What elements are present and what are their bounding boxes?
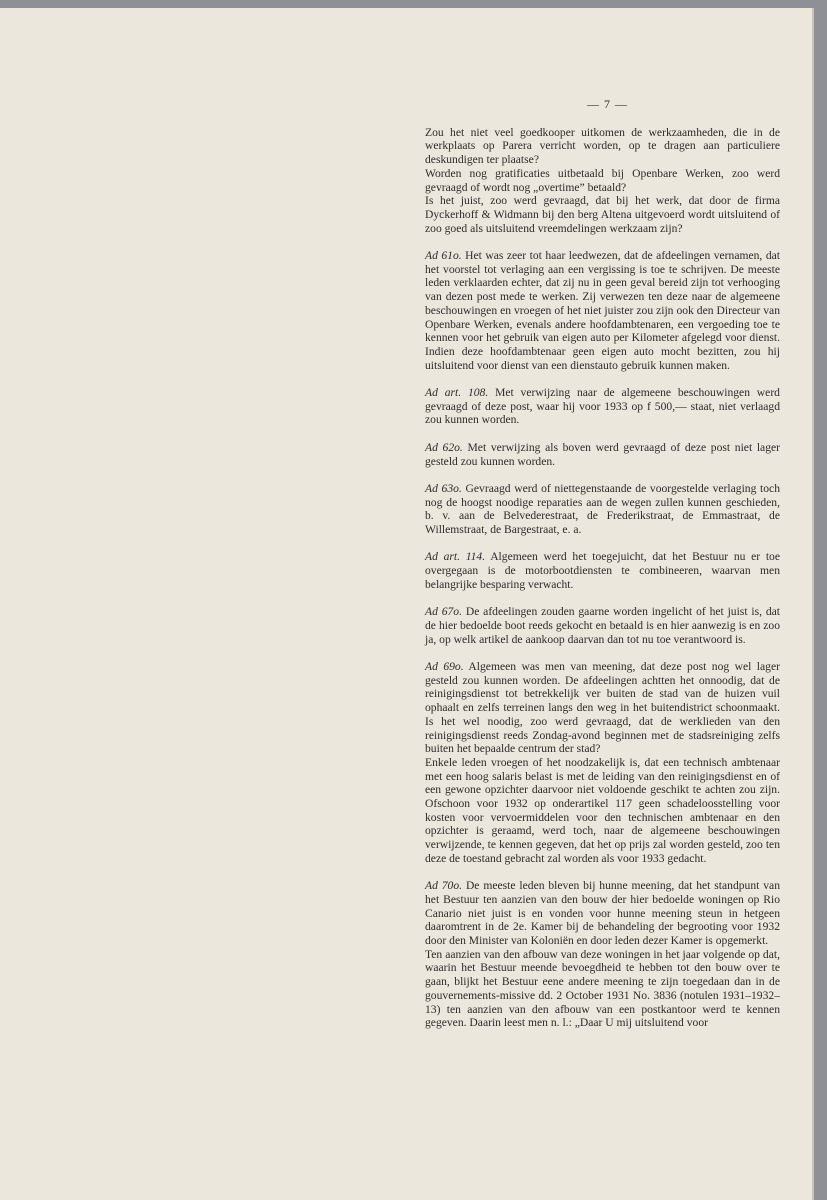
paragraph [425, 194, 780, 235]
paragraph-text: Gevraagd werd of niettegenstaande de voorgestelde verlaging toch nog de hoogst noodige reparaties aan de wegen zullen kunnen geschieden, b. v. aan de Belvederestraat, de Frederikstraat, de Emmastraat, de Willemstraat, de Bargestraat, e. a. [425, 481, 781, 537]
paragraph-ref: Ad art. 114. [425, 550, 486, 564]
paragraph [425, 441, 780, 468]
paragraph [425, 167, 780, 194]
paragraph [425, 756, 780, 866]
paragraph-text: De afdeelingen zouden gaarne worden ingelicht of het juist is, dat de hier bedoelde boot reeds gekocht en betaald is en hier aanwezig is en zoo ja, op welk artikel de aankoop daarvan dan tot nu toe verantwoord is. [425, 605, 780, 646]
text-column [425, 98, 780, 1030]
paragraph-ref: Ad 69o. [425, 660, 464, 674]
paragraph [425, 605, 780, 646]
paragraph-ref: Ad 62o. [425, 440, 463, 454]
paragraph [425, 482, 780, 537]
paragraph-text: Algemeen werd het toegejuicht, dat het Bestuur nu er toe overgegaan is de motorbootdiensten te combineeren, waarvan men belangrijke besparing verwacht. [425, 550, 780, 591]
page-number: — 7 — [587, 97, 628, 111]
paragraph [425, 660, 780, 756]
document-page [0, 8, 812, 1200]
paragraph-ref: Ad 63o. [425, 481, 462, 495]
paragraph [425, 948, 780, 1030]
paragraph-text: Met verwijzing als boven werd gevraagd of deze post niet lager gesteld zou kunnen worden. [425, 440, 780, 468]
paragraph-ref: Ad 61o. [425, 249, 462, 263]
paragraph-text: Algemeen was men van meening, dat deze post nog wel lager gesteld zou kunnen worden. De afdeelingen achtten het onnoodig, dat de reinigingsdienst tot betrekkelijk ver buiten de stad van de huizen vuil ophaalt en zelfs terreinen langs den weg in het buitendistrict schoonmaakt. Is het wel noodig, zoo werd gevraagd, dat de werklieden van den reinigingsdienst reeds Zondag-avond beginnen met de stadsreiniging zelfs buiten het bepaalde centrum der stad? [425, 660, 780, 756]
paragraph-text: Is het juist, zoo werd gevraagd, dat bij het werk, dat door de firma Dyckerhoff & Widmann bij den berg Altena uitgevoerd wordt uitsluitend of zoo goed als uitsluitend vreemdelingen werkzaam zijn? [425, 194, 780, 235]
paragraph [425, 550, 780, 591]
paragraph [425, 879, 780, 948]
paragraph [425, 126, 780, 167]
paragraph-text: Ten aanzien van den afbouw van deze woningen in het jaar volgende op dat, waarin het Bestuur meende bevoegdheid te hebben tot den bouw over te gaan, blijkt het Bestuur eene andere meening te zijn toegedaan dan in de gouvernements-missive dd. 2 October 1931 No. 3836 (notulen 1931–1932–13) ten aanzien van den afbouw van een postkantoor werd te kennen gegeven. Daarin leest men n. l.: „Daar U mij uitsluitend voor [425, 947, 780, 1030]
paragraph-text: De meeste leden bleven bij hunne meening, dat het standpunt van het Bestuur ten aanzien van den bouw der hier bedoelde woningen op Rio Canario niet juist is en vonden voor hunne meening steun in hetgeen daaromtrent in de 2e. Kamer bij de behandeling der begrooting voor 1932 door den Minister van Koloniën en door leden dezer Kamer is opgemerkt. [425, 879, 780, 948]
paragraph-text: Worden nog gratificaties uitbetaald bij Openbare Werken, zoo werd gevraagd of wordt nog „overtime” betaald? [425, 166, 780, 194]
paragraph-ref: Ad art. 108. [425, 386, 489, 400]
paragraph [425, 249, 780, 372]
paragraph-text: Enkele leden vroegen of het noodzakelijk is, dat een technisch ambtenaar met een hoog salaris belast is met de leiding van den reinigingsdienst en of een gewone opzichter daarvoor niet voldoende geschikt te achten zou zijn. Ofschoon voor 1932 op onderartikel 117 geen schadeloosstelling voor kosten voor vervoermiddelen voor den technischen ambtenaar en den opzichter is geraamd, werd toch, naar de algemeene beschouwingen verwijzende, te kennen gegeven, dat het op prijs zal worden gesteld, zoo ten deze de toestand gebracht zal worden als voor 1933 gedacht. [425, 755, 780, 865]
paragraph-ref: Ad 70o. [425, 879, 463, 893]
paragraph-ref: Ad 67o. [425, 605, 462, 619]
paragraph [425, 386, 780, 427]
paragraph-text: Het was zeer tot haar leedwezen, dat de afdeelingen vernamen, dat het voorstel tot verlaging aan een vergissing is toe te schrijven. De meeste leden verklaarden echter, dat zij nu in geen geval bereid zijn tot verhooging van dezen post mede te werken. Zij verwezen ten deze naar de algemeene beschouwingen en vroegen of het niet juister zou zijn ook den Directeur van Openbare Werken, evenals andere hoofdambtenaren, een vergoeding toe te kennen voor het gebruik van eigen auto per Kilometer afgelegd voor dienst. Indien deze hoofdambtenaar geen eigen auto mocht bezitten, zou hij uitsluitend voor dienst van een dienstauto gebruik kunnen maken. [425, 249, 780, 372]
paragraph-text: Met verwijzing naar de algemeene beschouwingen werd gevraagd of deze post, waar hij voor 1933 op f 500,— staat, niet verlaagd zou kunnen worden. [425, 386, 780, 427]
paragraph-text: Zou het niet veel goedkooper uitkomen de werkzaamheden, die in de werkplaats op Parera verricht worden, op te dragen aan particuliere deskundigen ter plaatse? [425, 125, 780, 167]
